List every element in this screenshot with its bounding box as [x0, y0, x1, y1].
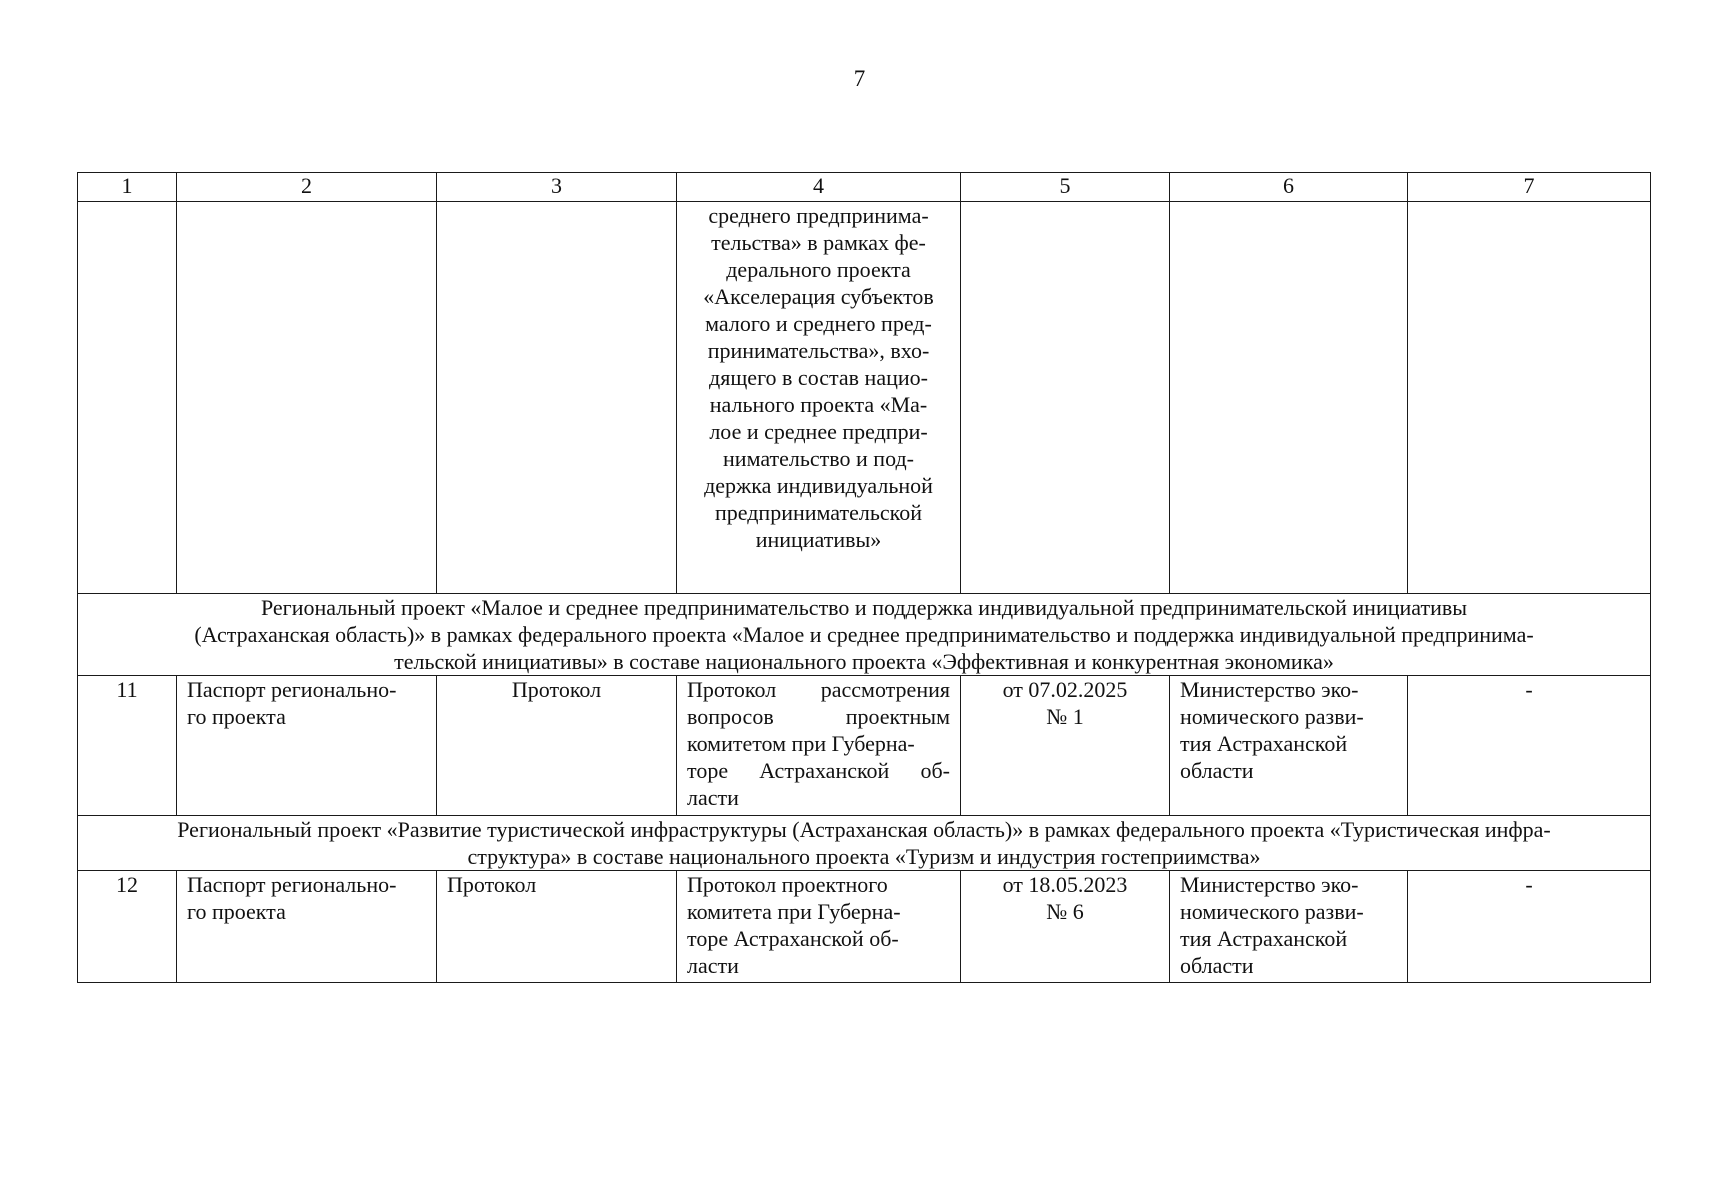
- text-line: нимательство и под-: [723, 446, 914, 471]
- column-number-4: 4: [677, 173, 961, 202]
- row-number: 11: [78, 676, 177, 816]
- text-line: малого и среднего пред-: [705, 311, 932, 336]
- text-line: тельской инициативы» в составе национального проекта «Эффективная и конкурентная экономика»: [394, 649, 1334, 674]
- text-line: номического разви-: [1180, 899, 1364, 924]
- word: об-: [920, 758, 950, 783]
- document-number: № 6: [1046, 899, 1084, 924]
- document-date-cell: [961, 871, 1170, 983]
- text-line: комитета при Губерна-: [687, 899, 901, 924]
- text-line: [687, 676, 950, 703]
- table-cell: [177, 202, 437, 594]
- section-heading: [78, 816, 1651, 871]
- table-header-row: [78, 173, 1651, 202]
- section-heading-row-1: [78, 594, 1651, 676]
- text-line: тия Астраханской: [1180, 731, 1348, 756]
- text-line: предпринимательской: [714, 500, 922, 525]
- text-line: (Астраханская область)» в рамках федерального проекта «Малое и среднее предпринимательство и поддержка индивидуальной предпринима-: [194, 622, 1534, 647]
- document-name-cell: [177, 676, 437, 816]
- column-number-5: 5: [961, 173, 1170, 202]
- text-line: Паспорт регионально-: [187, 872, 397, 897]
- text-line: нального проекта «Ма-: [709, 392, 928, 417]
- text-line: Министерство эко-: [1180, 872, 1359, 897]
- document-type-cell: Протокол: [437, 871, 677, 983]
- organization-cell: [1170, 676, 1408, 816]
- text-line: дящего в состав нацио-: [709, 365, 928, 390]
- note-cell: -: [1408, 871, 1651, 983]
- text-line: Министерство эко-: [1180, 677, 1359, 702]
- organization-cell: [1170, 871, 1408, 983]
- document-name-cell: [177, 871, 437, 983]
- column-number-1: 1: [78, 173, 177, 202]
- text-line: Региональный проект «Развитие туристической инфраструктуры (Астраханская область)» в рамках федерального проекта «Туристическая инфра-: [177, 817, 1551, 842]
- text-line: ласти: [687, 785, 739, 810]
- text-line: области: [1180, 758, 1254, 783]
- word: вопросов: [687, 704, 774, 729]
- page-number: 7: [853, 66, 866, 91]
- text-line: торе Астраханской об-: [687, 926, 899, 951]
- text-line: структура» в составе национального проекта «Туризм и индустрия гостеприимства»: [467, 844, 1261, 869]
- text-line: Протокол проектного: [687, 872, 888, 897]
- column-number-7: 7: [1408, 173, 1651, 202]
- text-line: принимательства», вхо-: [707, 338, 930, 363]
- table-cell: [78, 202, 177, 594]
- text-line: [687, 703, 950, 730]
- document-date: от 07.02.2025: [1002, 677, 1128, 702]
- section-heading-row-2: [78, 816, 1651, 871]
- document-type-cell: Протокол: [437, 676, 677, 816]
- word: Протокол: [687, 677, 777, 702]
- text-line: [687, 757, 950, 784]
- word: Астраханской: [759, 758, 890, 783]
- text-line: Региональный проект «Малое и среднее предпринимательство и поддержка индивидуальной предпринимательской инициативы: [260, 595, 1468, 620]
- text-line: инициативы»: [755, 527, 882, 552]
- column-number-6: 6: [1170, 173, 1408, 202]
- text-line: «Акселерация субъектов: [703, 284, 934, 309]
- table-cell: [1408, 202, 1651, 594]
- text-line: Паспорт регионально-: [187, 677, 397, 702]
- word: торе: [687, 758, 729, 783]
- text-line: ласти: [687, 953, 739, 978]
- row-number: 12: [78, 871, 177, 983]
- text-line: тия Астраханской: [1180, 926, 1348, 951]
- column-number-3: 3: [437, 173, 677, 202]
- text-line: номического разви-: [1180, 704, 1364, 729]
- text-line: держка индивидуальной: [704, 473, 933, 498]
- table-row-12: [78, 871, 1651, 983]
- word: проектным: [845, 704, 950, 729]
- text-line: тельства» в рамках фе-: [711, 230, 926, 255]
- document-description-cell: [677, 871, 961, 983]
- table-cell: [437, 202, 677, 594]
- continuation-row: [78, 202, 1651, 594]
- text-line: среднего предпринима-: [708, 203, 929, 228]
- text-line: комитетом при Губерна-: [687, 731, 915, 756]
- document-number: № 1: [1046, 704, 1084, 729]
- document-date-cell: [961, 676, 1170, 816]
- text-line: го проекта: [187, 899, 286, 924]
- text-line: области: [1180, 953, 1254, 978]
- note-cell: -: [1408, 676, 1651, 816]
- section-heading: [78, 594, 1651, 676]
- document-date: от 18.05.2023: [1002, 872, 1128, 897]
- table-cell: [1170, 202, 1408, 594]
- text-line: дерального проекта: [726, 257, 911, 282]
- text-line: го проекта: [187, 704, 286, 729]
- continuation-description-cell: [677, 202, 961, 594]
- table-row-11: [78, 676, 1651, 816]
- table-cell: [961, 202, 1170, 594]
- word: рассмотрения: [820, 677, 950, 702]
- column-number-2: 2: [177, 173, 437, 202]
- text-line: лое и среднее предпри-: [709, 419, 928, 444]
- register-table: [77, 172, 1651, 983]
- document-description-cell: [677, 676, 961, 816]
